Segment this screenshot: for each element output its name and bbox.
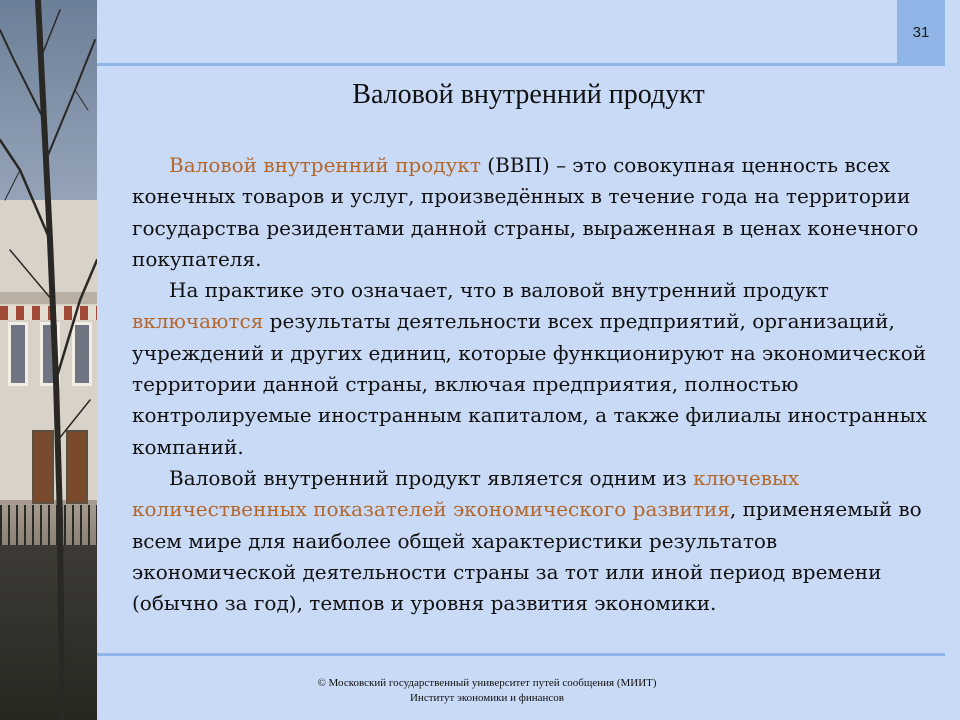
building-photo <box>0 0 97 720</box>
highlight-term: ключевых количественных показателей экономического развития <box>132 465 800 522</box>
footer <box>97 676 877 706</box>
slide-title: Валовой внутренний продукт <box>352 79 705 110</box>
paragraph-text: На практике это означает, что в валовой внутренний продукт <box>169 278 829 303</box>
paragraph-definition <box>132 150 942 275</box>
paragraph-text: , применяемый во всем мире для наиболее общей характеристики результатов экономической деятельности страны за тот или иной период времени (обычно за год), темпов и уровня развития экономики. <box>132 497 922 616</box>
paragraph-practice <box>132 275 942 463</box>
slide-body <box>132 150 942 619</box>
highlight-term: Валовой внутренний продукт <box>169 153 481 177</box>
paragraph-text: результаты деятельности всех предприятий, организаций, учреждений и других единиц, которые функционируют на экономической территории данной страны, включая предприятия, полностью контролируемые иностранным капиталом, а также филиалы иностранных компаний. <box>132 309 927 459</box>
highlight-term: включаются <box>132 309 264 334</box>
bottom-divider <box>97 653 945 656</box>
paragraph-text: Валовой внутренний продукт является одним из <box>169 465 694 490</box>
footer-institute: Институт экономики и финансов <box>409 692 565 704</box>
paragraph-indicator <box>132 463 942 619</box>
top-divider <box>97 63 945 66</box>
footer-copyright: © Московский государственный университет путей сообщения (МИИТ) <box>317 677 657 689</box>
slide-number: 31 <box>897 0 945 64</box>
paragraph-text: (ВВП) – это совокупная ценность всех конечных товаров и услуг, произведённых в течение года на территории государства резидентами данной страны, выраженная в ценах конечного покупателя. <box>132 153 919 271</box>
